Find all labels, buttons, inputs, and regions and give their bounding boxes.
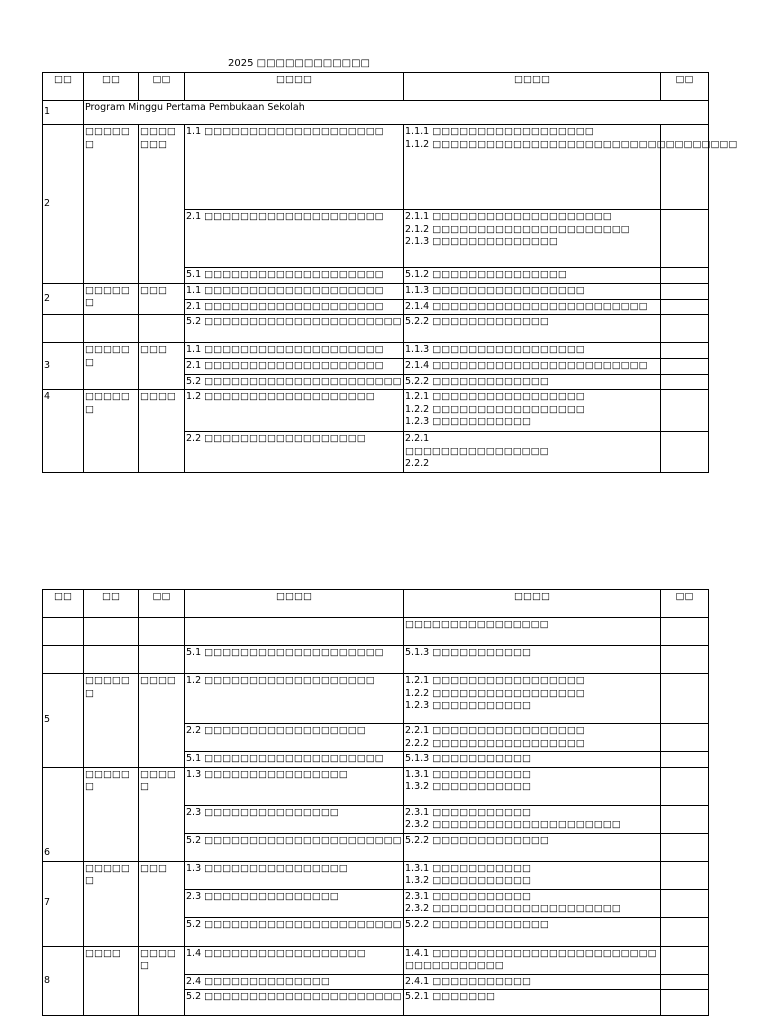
content-standard: 5.2 □□□□□□□□□□□□□□□□□□□□□□ <box>185 833 404 861</box>
learning-standard: 2.3.1 □□□□□□□□□□□ 2.3.2 □□□□□□□□□□□□□□□□□□□□□ <box>404 805 661 833</box>
learning-standard: 2.2.1 □□□□□□□□□□□□□□□□□ 2.2.2 □□□□□□□□□□□□□□□□□ <box>404 724 661 752</box>
table-row <box>43 646 709 674</box>
learning-standard: 5.2.2 □□□□□□□□□□□□□ <box>404 374 661 390</box>
notes-cell <box>661 724 709 752</box>
notes-cell <box>661 374 709 390</box>
content-standard: 1.2 □□□□□□□□□□□□□□□□□□□ <box>185 674 404 724</box>
lesson-plan-table-1 <box>42 72 738 473</box>
content-standard: 1.1 □□□□□□□□□□□□□□□□□□□□ <box>185 125 404 210</box>
learning-standard: 5.1.3 □□□□□□□□□□□ <box>404 752 661 768</box>
notes-cell <box>661 359 709 375</box>
content-standard: 1.3 □□□□□□□□□□□□□□□□ <box>185 861 404 889</box>
header-catatan: □□ <box>661 73 709 101</box>
learning-standard: 2.2.1 □□□□□□□□□□□□□□□□ 2.2.2 <box>404 432 661 473</box>
header-minggu: □□ <box>43 73 84 101</box>
document-title: 2025 □□□□□□□□□□□□ <box>228 58 371 69</box>
notes-cell <box>661 861 709 889</box>
week-number: 6 <box>43 767 84 861</box>
learning-standard: 5.1.2 □□□□□□□□□□□□□□□ <box>404 268 661 284</box>
content-standard: 5.2 □□□□□□□□□□□□□□□□□□□□□□ <box>185 990 404 1016</box>
table-row <box>43 343 709 359</box>
content-standard: 1.3 □□□□□□□□□□□□□□□□ <box>185 767 404 805</box>
header-standard-kandungan: □□□□ <box>185 73 404 101</box>
header-standard-kandungan: □□□□ <box>185 590 404 618</box>
week-number <box>43 646 84 674</box>
topic-cell: □□□ <box>139 283 185 315</box>
learning-standard: 5.2.2 □□□□□□□□□□□□□ <box>404 917 661 946</box>
notes-cell <box>661 268 709 284</box>
content-standard: 2.1 □□□□□□□□□□□□□□□□□□□□ <box>185 210 404 268</box>
table-row <box>43 283 709 299</box>
notes-cell <box>661 315 709 343</box>
learning-standard: 1.1.1 □□□□□□□□□□□□□□□□□□ 1.1.2 □□□□□□□□□□□□□□□□□□□□□□□□□□□□□□□□□□ <box>404 125 661 210</box>
theme-cell: □□□□□□ <box>84 861 139 946</box>
notes-cell <box>661 805 709 833</box>
table-row <box>43 101 709 125</box>
notes-cell <box>661 343 709 359</box>
table-row <box>43 946 709 974</box>
notes-cell <box>661 674 709 724</box>
notes-cell <box>661 125 709 210</box>
learning-standard: 2.1.4 □□□□□□□□□□□□□□□□□□□□□□□□ <box>404 359 661 375</box>
table-row <box>43 125 709 210</box>
learning-standard: 1.2.1 □□□□□□□□□□□□□□□□□ 1.2.2 □□□□□□□□□□□□□□□□□ 1.2.3 □□□□□□□□□□□ <box>404 390 661 432</box>
notes-cell <box>661 990 709 1016</box>
topic-cell <box>139 618 185 646</box>
table-header-row <box>43 73 709 101</box>
theme-cell: □□□□ <box>84 946 139 1016</box>
notes-cell <box>661 283 709 299</box>
learning-standard: 1.3.1 □□□□□□□□□□□ 1.3.2 □□□□□□□□□□□ <box>404 767 661 805</box>
content-standard: 2.3 □□□□□□□□□□□□□□□ <box>185 805 404 833</box>
content-standard: 5.2 □□□□□□□□□□□□□□□□□□□□□□ <box>185 315 404 343</box>
orientation-week-cell: Program Minggu Pertama Pembukaan Sekolah <box>84 101 709 125</box>
topic-cell: □□□□□□□ <box>139 125 185 284</box>
theme-cell <box>84 618 139 646</box>
header-minggu: □□ <box>43 590 84 618</box>
week-number: 8 <box>43 946 84 1016</box>
learning-standard: 2.4.1 □□□□□□□□□□□ <box>404 974 661 990</box>
table-row <box>43 767 709 805</box>
topic-cell: □□□ <box>139 343 185 390</box>
notes-cell <box>661 917 709 946</box>
notes-cell <box>661 946 709 974</box>
notes-cell <box>661 210 709 268</box>
week-number: 2 <box>43 125 84 284</box>
notes-cell <box>661 618 709 646</box>
header-catatan: □□ <box>661 590 709 618</box>
content-standard: 5.2 □□□□□□□□□□□□□□□□□□□□□□ <box>185 374 404 390</box>
week-number: 3 <box>43 343 84 390</box>
week-number <box>43 618 84 646</box>
notes-cell <box>661 974 709 990</box>
content-standard: 2.3 □□□□□□□□□□□□□□□ <box>185 889 404 917</box>
theme-cell: □□□□□□ <box>84 767 139 861</box>
table-header-row <box>43 590 709 618</box>
learning-standard: 5.2.1 □□□□□□□ <box>404 990 661 1016</box>
week-number: 2 <box>43 283 84 315</box>
table-row <box>43 315 709 343</box>
learning-standard: 5.2.2 □□□□□□□□□□□□□ <box>404 833 661 861</box>
notes-cell <box>661 390 709 432</box>
notes-cell <box>661 767 709 805</box>
notes-cell <box>661 299 709 315</box>
week-number: 1 <box>43 101 84 125</box>
header-standard-pembelajaran: □□□□ <box>404 590 661 618</box>
content-standard: 2.2 □□□□□□□□□□□□□□□□□□ <box>185 432 404 473</box>
header-tajuk: □□ <box>139 73 185 101</box>
topic-cell <box>139 315 185 343</box>
content-standard: 5.1 □□□□□□□□□□□□□□□□□□□□ <box>185 646 404 674</box>
topic-cell <box>139 646 185 674</box>
notes-cell <box>661 889 709 917</box>
notes-cell <box>661 646 709 674</box>
theme-cell: □□□□□□ <box>84 343 139 390</box>
table-row <box>43 618 709 646</box>
content-standard: 5.2 □□□□□□□□□□□□□□□□□□□□□□ <box>185 917 404 946</box>
table-row <box>43 861 709 889</box>
learning-standard: 1.4.1 □□□□□□□□□□□□□□□□□□□□□□□□□□□□□□□□□□□□ <box>404 946 661 974</box>
notes-cell <box>661 432 709 473</box>
table-row <box>43 390 709 432</box>
week-number: 7 <box>43 861 84 946</box>
notes-cell <box>661 833 709 861</box>
theme-cell <box>84 315 139 343</box>
notes-cell <box>661 752 709 768</box>
theme-cell: □□□□□□ <box>84 283 139 315</box>
content-standard: 2.4 □□□□□□□□□□□□□□ <box>185 974 404 990</box>
topic-cell: □□□□□ <box>139 946 185 1016</box>
content-standard <box>185 618 404 646</box>
learning-standard: 5.2.2 □□□□□□□□□□□□□ <box>404 315 661 343</box>
week-number: 5 <box>43 674 84 768</box>
learning-standard: 5.1.3 □□□□□□□□□□□ <box>404 646 661 674</box>
content-standard: 1.1 □□□□□□□□□□□□□□□□□□□□ <box>185 283 404 299</box>
theme-cell: □□□□□□ <box>84 674 139 768</box>
content-standard: 2.1 □□□□□□□□□□□□□□□□□□□□ <box>185 299 404 315</box>
content-standard: 5.1 □□□□□□□□□□□□□□□□□□□□ <box>185 752 404 768</box>
learning-standard: 2.1.4 □□□□□□□□□□□□□□□□□□□□□□□□ <box>404 299 661 315</box>
content-standard: 5.1 □□□□□□□□□□□□□□□□□□□□ <box>185 268 404 284</box>
content-standard: 1.2 □□□□□□□□□□□□□□□□□□□ <box>185 390 404 432</box>
theme-cell: □□□□□□ <box>84 125 139 284</box>
content-standard: 2.1 □□□□□□□□□□□□□□□□□□□□ <box>185 359 404 375</box>
topic-cell: □□□ <box>139 861 185 946</box>
header-standard-pembelajaran: □□□□ <box>404 73 661 101</box>
week-number <box>43 315 84 343</box>
lesson-plan-table-2 <box>42 589 709 1016</box>
learning-standard: 1.3.1 □□□□□□□□□□□ 1.3.2 □□□□□□□□□□□ <box>404 861 661 889</box>
week-number: 4 <box>43 390 84 473</box>
topic-cell: □□□□□ <box>139 767 185 861</box>
topic-cell: □□□□ <box>139 390 185 473</box>
learning-standard: □□□□□□□□□□□□□□□□ <box>404 618 661 646</box>
header-tema: □□ <box>84 73 139 101</box>
content-standard: 1.1 □□□□□□□□□□□□□□□□□□□□ <box>185 343 404 359</box>
theme-cell <box>84 646 139 674</box>
learning-standard: 2.3.1 □□□□□□□□□□□ 2.3.2 □□□□□□□□□□□□□□□□□□□□□ <box>404 889 661 917</box>
learning-standard: 1.2.1 □□□□□□□□□□□□□□□□□ 1.2.2 □□□□□□□□□□□□□□□□□ 1.2.3 □□□□□□□□□□□ <box>404 674 661 724</box>
learning-standard: 2.1.1 □□□□□□□□□□□□□□□□□□□□ 2.1.2 □□□□□□□□□□□□□□□□□□□□□□ 2.1.3 □□□□□□□□□□□□□□ <box>404 210 661 268</box>
header-tema: □□ <box>84 590 139 618</box>
theme-cell: □□□□□□ <box>84 390 139 473</box>
content-standard: 2.2 □□□□□□□□□□□□□□□□□□ <box>185 724 404 752</box>
table-row <box>43 674 709 724</box>
header-tajuk: □□ <box>139 590 185 618</box>
learning-standard: 1.1.3 □□□□□□□□□□□□□□□□□ <box>404 343 661 359</box>
topic-cell: □□□□ <box>139 674 185 768</box>
learning-standard: 1.1.3 □□□□□□□□□□□□□□□□□ <box>404 283 661 299</box>
content-standard: 1.4 □□□□□□□□□□□□□□□□□□ <box>185 946 404 974</box>
